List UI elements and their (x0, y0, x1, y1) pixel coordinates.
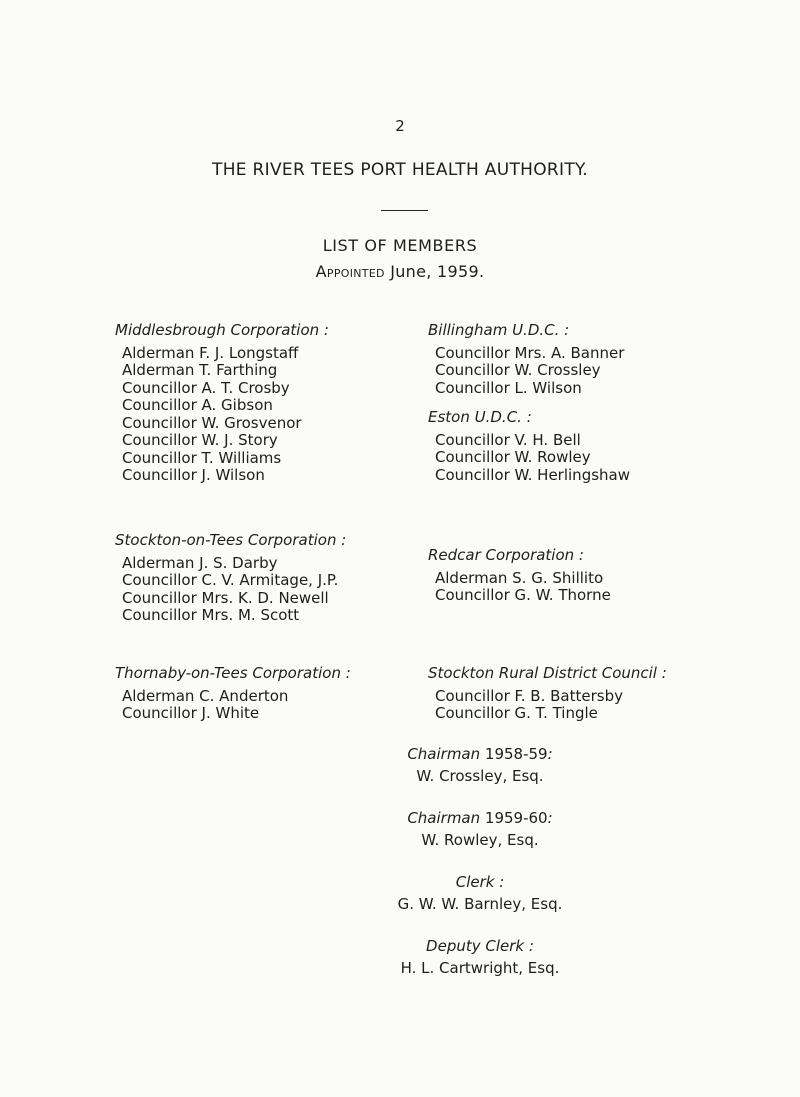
member-list (115, 345, 329, 485)
group-heading: Eston U.D.C. : (428, 408, 532, 426)
member: Alderman S. G. Shillito (435, 568, 604, 587)
appointed-prefix: Appointed (315, 262, 385, 281)
member: Councillor Mrs. K. D. Newell (122, 588, 329, 607)
member: Councillor W. Crossley (435, 361, 601, 379)
officer-role-suffix: : (547, 809, 553, 827)
group-heading: Billingham U.D.C. : (428, 321, 570, 339)
officer-chairman-1958 (380, 743, 580, 787)
member: Councillor J. Wilson (122, 466, 265, 484)
group-billingham (428, 322, 624, 397)
officer-period: 1959-60 (484, 809, 548, 827)
group-heading: Thornaby-on-Tees Corporation : (115, 664, 351, 682)
group-stockton-on-tees (115, 532, 346, 625)
member: Councillor G. W. Thorne (435, 586, 611, 604)
member: Councillor G. T. Tingle (435, 704, 598, 722)
officer-role-line (380, 807, 580, 829)
group-heading: Middlesbrough Corporation : (115, 321, 329, 339)
group-heading: Redcar Corporation : (428, 546, 584, 564)
member-list (428, 345, 624, 398)
member: Alderman J. S. Darby (122, 553, 278, 572)
officer-name: H. L. Cartwright, Esq. (400, 959, 560, 977)
appointed-line (0, 262, 800, 281)
officer-role-line (380, 743, 580, 765)
officer-role: Chairman (407, 745, 481, 763)
officer-name: W. Crossley, Esq. (416, 767, 544, 785)
officer-role: Chairman (407, 809, 481, 827)
member: Councillor W. Herlingshaw (435, 465, 630, 484)
officer-name: G. W. W. Barnley, Esq. (397, 895, 563, 913)
member-list (115, 688, 351, 723)
group-thornaby-on-tees (115, 665, 351, 723)
member: Councillor W. Rowley (435, 448, 591, 466)
group-middlesbrough (115, 322, 329, 485)
member-list (428, 688, 667, 723)
officer-name: W. Rowley, Esq. (421, 831, 539, 849)
member: Alderman C. Anderton (122, 686, 289, 705)
member: Councillor L. Wilson (435, 378, 582, 397)
member: Councillor W. J. Story (122, 431, 278, 449)
member-list (428, 570, 611, 605)
member: Councillor C. V. Armitage, J.P. (122, 571, 339, 589)
member: Councillor F. B. Battersby (435, 686, 623, 705)
member: Alderman T. Farthing (122, 361, 278, 379)
officers-section (380, 743, 580, 999)
group-heading: Stockton Rural District Council : (428, 664, 667, 682)
page-title: THE RIVER TEES PORT HEALTH AUTHORITY. (212, 160, 588, 180)
officer-role-suffix: : (547, 745, 553, 763)
list-heading: LIST OF MEMBERS (322, 236, 478, 255)
officer-role: Clerk : (455, 873, 505, 891)
member: Councillor W. Grosvenor (122, 413, 302, 432)
officer-clerk (380, 871, 580, 915)
officer-chairman-1959 (380, 807, 580, 851)
group-eston (428, 409, 630, 484)
officer-deputy-clerk (380, 935, 580, 979)
group-redcar (428, 547, 611, 605)
member-list (428, 432, 630, 485)
member: Alderman F. J. Longstaff (122, 343, 299, 362)
group-stockton-rural (428, 665, 667, 723)
member: Councillor V. H. Bell (435, 430, 581, 449)
appointed-date: June, 1959. (390, 262, 485, 281)
member: Councillor Mrs. M. Scott (122, 606, 300, 624)
member: Councillor J. White (122, 704, 260, 722)
officer-period: 1958-59 (484, 745, 548, 763)
page-number: 2 (395, 117, 405, 135)
officer-role: Deputy Clerk : (426, 937, 534, 955)
member: Councillor A. Gibson (122, 396, 273, 414)
member: Councillor A. T. Crosby (122, 378, 290, 397)
member-list (115, 555, 346, 625)
member: Councillor Mrs. A. Banner (435, 343, 625, 362)
member: Councillor T. Williams (122, 448, 282, 467)
group-heading: Stockton-on-Tees Corporation : (115, 531, 347, 549)
title-divider (381, 210, 428, 211)
